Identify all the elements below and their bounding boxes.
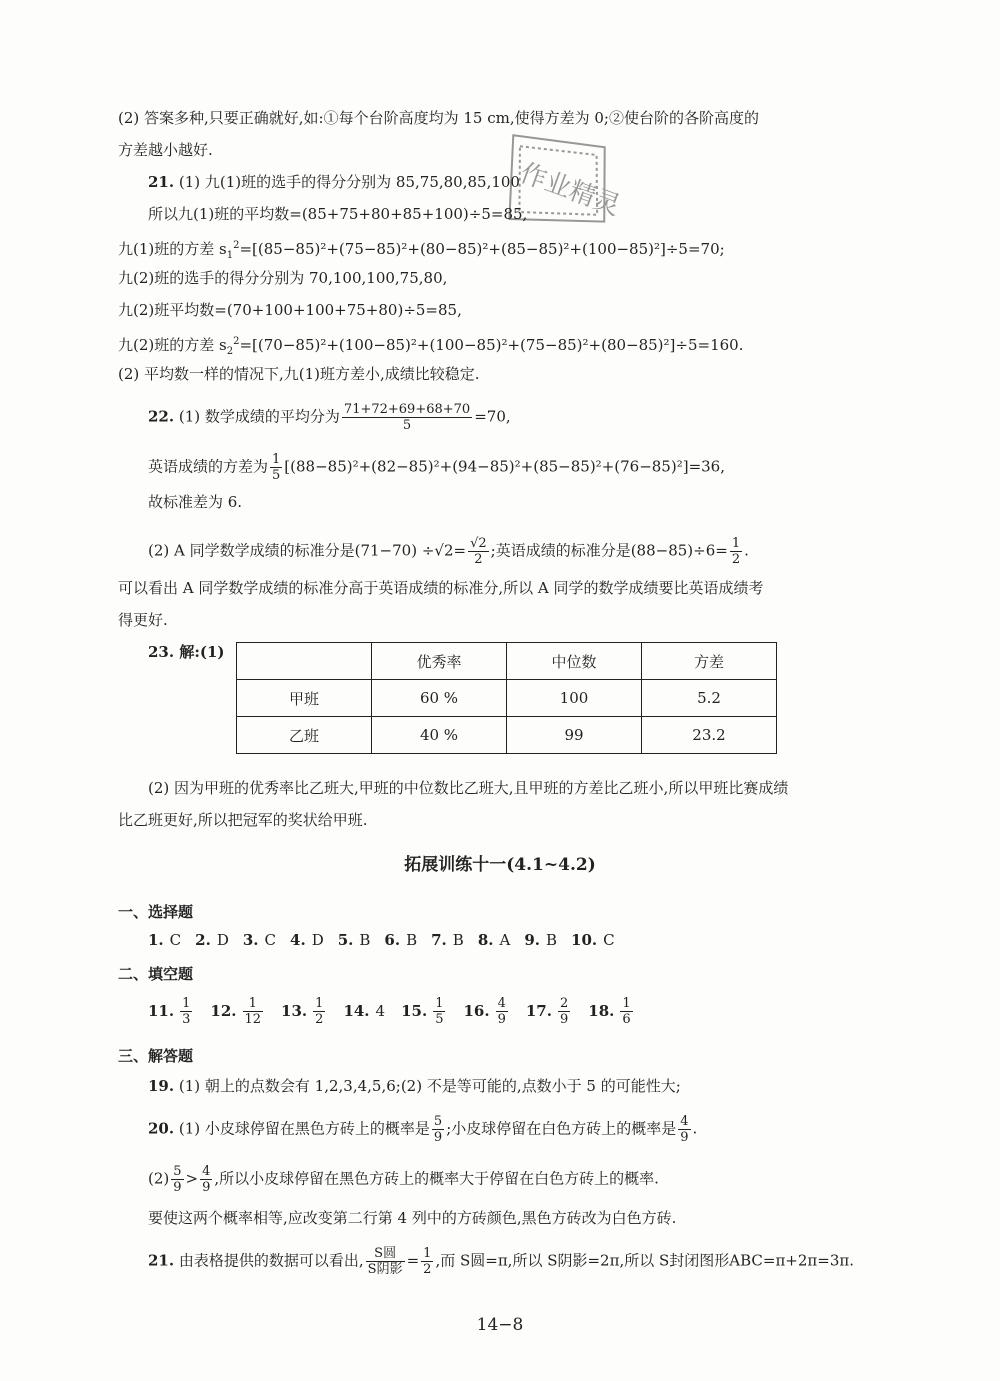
answer-value: C	[264, 931, 277, 949]
fraction-denominator: 12	[244, 1012, 262, 1027]
answer-number: 16.	[463, 1001, 490, 1020]
answer-number: 12.	[210, 1001, 237, 1020]
q22-mean-fraction	[342, 402, 472, 433]
table-cell: 40 %	[372, 717, 507, 754]
fill-answer-item	[588, 996, 634, 1027]
fraction-numerator: 1	[435, 996, 444, 1011]
fraction-numerator: 1	[423, 1246, 432, 1261]
q21-line3	[118, 236, 725, 266]
s19-number: 19.	[148, 1077, 175, 1095]
fraction-numerator: S圆	[366, 1246, 405, 1262]
q22-std-math-fraction	[468, 536, 489, 567]
answer-number: 8.	[477, 931, 494, 949]
answer-number: 3.	[242, 931, 259, 949]
fraction-numerator: 4	[202, 1164, 211, 1179]
answer-fraction	[313, 996, 325, 1027]
page-number: 14−8	[476, 1315, 524, 1335]
answer-value: C	[603, 931, 615, 949]
s20-period: .	[692, 1119, 698, 1138]
answer-number: 14.	[343, 1001, 370, 1020]
answer-number: 13.	[281, 1001, 308, 1020]
fraction-denominator: S阴影	[367, 1262, 403, 1277]
table-row	[237, 680, 777, 717]
q22-std-english-fraction	[730, 536, 742, 567]
q21-line2: 所以九(1)班的平均数=(85+75+80+85+100)÷5=85,	[148, 205, 528, 223]
answer-number: 17.	[525, 1001, 552, 1020]
fraction-denominator: 9	[173, 1180, 182, 1195]
s20b-gt: >	[185, 1169, 199, 1188]
s21-line	[148, 1246, 854, 1277]
fill-answers	[148, 996, 651, 1027]
q21-line4: 九(2)班的选手的得分分别为 70,100,100,75,80,	[118, 269, 448, 287]
fraction-numerator: 1	[243, 996, 264, 1012]
fraction-denominator: 9	[559, 1012, 569, 1027]
q22-std-math: (2) A 同学数学成绩的标准分是(71−70) ÷√2=	[148, 541, 467, 560]
fill-answer-item	[525, 996, 572, 1027]
q21-text-a: (1) 九(1)班的选手的得分分别为 85,75,80,85,100	[178, 173, 520, 191]
q21-s-sub1: 1	[226, 250, 234, 261]
choice-answer-item	[524, 931, 557, 949]
s21-text-a: 由表格提供的数据可以看出,	[178, 1251, 364, 1270]
fraction-denominator: 6	[622, 1012, 631, 1027]
q21-variance2-label: 九(2)班的方差 s	[118, 336, 227, 354]
para-q20-2-line1: (2) 答案多种,只要正确就好,如:①每个台阶高度均为 15 cm,使得方差为 0;②使台阶的各阶高度的	[118, 109, 759, 127]
q22-number: 22.	[148, 407, 175, 426]
answer-number: 7.	[431, 931, 447, 949]
fraction-numerator: 2	[559, 996, 569, 1011]
table-cell: 99	[507, 717, 642, 754]
fraction-numerator: 1	[622, 996, 631, 1011]
table-cell: 5.2	[642, 680, 777, 717]
q22-variance-label: 英语成绩的方差为	[148, 457, 269, 476]
answer-fraction	[558, 996, 570, 1027]
fraction-denominator: 3	[182, 1012, 191, 1027]
q22-line4	[148, 536, 749, 567]
s19-line	[148, 1076, 681, 1096]
s21-eq: =	[406, 1251, 420, 1270]
answer-value: D	[311, 931, 324, 949]
q22-line6: 得更好.	[118, 611, 168, 629]
table-header-cell	[237, 643, 372, 680]
q23-table	[236, 642, 777, 754]
answer-number: 9.	[524, 931, 541, 949]
answer-value: 4	[375, 1001, 386, 1020]
fill-answer-item	[281, 996, 327, 1027]
q21-line7: (2) 平均数一样的情况下,九(1)班方差小,成绩比较稳定.	[118, 365, 480, 383]
q21-s-sup2: 2	[233, 336, 240, 347]
choice-answer-item	[571, 931, 615, 949]
choice-answer-item	[431, 931, 464, 949]
answer-value: A	[499, 931, 511, 949]
para-q20-2-line2: 方差越小越好.	[118, 141, 213, 159]
answer-number: 18.	[588, 1001, 615, 1020]
fraction-denominator: 9	[680, 1130, 689, 1145]
table-header-cell: 优秀率	[372, 643, 507, 680]
s20b-fraction-2	[200, 1164, 212, 1195]
answer-number: 5.	[337, 931, 354, 949]
s21-text-b: ,而 S圆=π,所以 S阴影=2π,所以 S封闭图形ABC=π+2π=3π.	[435, 1251, 855, 1270]
fraction-numerator: 4	[680, 1114, 689, 1129]
s21-ratio-fraction	[366, 1246, 405, 1277]
s19-text: (1) 朝上的点数会有 1,2,3,4,5,6;(2) 不是等可能的,点数小于 5 的可能性大;	[178, 1077, 681, 1095]
q21-line6	[118, 332, 743, 362]
answer-fraction	[433, 996, 445, 1027]
heading-solve: 三、解答题	[118, 1047, 194, 1065]
fraction-denominator: 2	[423, 1262, 432, 1277]
q22-line1	[148, 402, 511, 433]
answer-number: 6.	[384, 931, 401, 949]
choice-answers	[148, 930, 629, 950]
s20-line1	[148, 1114, 697, 1145]
q21-line5: 九(2)班平均数=(70+100+100+75+80)÷5=85,	[118, 301, 462, 319]
answer-number: 2.	[195, 931, 211, 949]
answer-value: B	[546, 931, 558, 949]
q22-mean-result: =70,	[474, 407, 511, 426]
fraction-numerator: 71+72+69+68+70	[343, 402, 471, 417]
fraction-numerator: 1	[272, 452, 281, 467]
answer-number: 15.	[401, 1001, 428, 1020]
fraction-denominator: 2	[315, 1012, 324, 1027]
fraction-denominator: 5	[272, 468, 281, 483]
fraction-denominator: 9	[202, 1180, 211, 1195]
table-cell: 23.2	[642, 717, 777, 754]
fraction-numerator: 1	[182, 996, 191, 1011]
table-cell: 60 %	[372, 680, 507, 717]
answer-value: D	[216, 931, 229, 949]
table-header-row	[237, 643, 777, 680]
q21-variance2-expr: =[(70−85)²+(100−85)²+(100−85)²+(75−85)²+(80−85)²]÷5=160.	[239, 336, 744, 354]
table-cell: 100	[507, 680, 642, 717]
s20-text-b: ;小皮球停留在白色方砖上的概率是	[446, 1119, 677, 1138]
q21-line1	[148, 172, 520, 192]
q22-variance-fraction	[270, 452, 282, 483]
table-cell: 乙班	[237, 717, 372, 754]
answer-number: 11.	[148, 1001, 175, 1020]
q23-line3: 比乙班更好,所以把冠军的奖状给甲班.	[118, 811, 368, 829]
answer-value: C	[169, 931, 182, 949]
s20-number: 20.	[148, 1119, 175, 1138]
q21-number: 21.	[148, 173, 175, 191]
answer-fraction	[243, 996, 264, 1027]
fill-answer-item	[210, 996, 265, 1027]
s21-number: 21.	[148, 1251, 175, 1270]
heading-fill: 二、填空题	[118, 965, 194, 983]
fill-answer-item	[343, 1002, 385, 1020]
answer-fraction	[180, 996, 192, 1027]
s20b-text: ,所以小皮球停留在黑色方砖上的概率大于停留在白色方砖上的概率.	[214, 1169, 659, 1188]
heading-choice: 一、选择题	[118, 903, 194, 921]
fraction-denominator: 2	[731, 552, 741, 567]
s20-text-a: (1) 小皮球停留在黑色方砖上的概率是	[178, 1119, 430, 1138]
answer-value: B	[406, 931, 418, 949]
q21-s-sub2: 2	[226, 346, 234, 357]
answer-fraction	[496, 996, 508, 1027]
q21-s-sup1: 2	[233, 240, 240, 251]
q22-variance-expr: [(88−85)²+(82−85)²+(94−85)²+(85−85)²+(76−85)²]=36,	[284, 457, 725, 476]
answer-number: 4.	[290, 931, 306, 949]
fraction-numerator: 1	[315, 996, 324, 1011]
q21-variance1-label: 九(1)班的方差 s	[118, 240, 227, 258]
fill-answer-item	[463, 996, 509, 1027]
fraction-numerator: √2	[470, 536, 487, 551]
fraction-denominator: 9	[497, 1012, 506, 1027]
choice-answer-item	[148, 931, 181, 949]
answer-value: B	[359, 931, 371, 949]
s20-fraction-2	[678, 1114, 690, 1145]
answer-number: 1.	[148, 931, 164, 949]
s20b-label: (2)	[148, 1169, 170, 1188]
answer-fraction	[620, 996, 632, 1027]
q22-period: .	[744, 541, 749, 560]
svg-text:作业精灵: 作业精灵	[516, 158, 625, 222]
choice-answer-item	[478, 931, 511, 949]
answer-number: 10.	[571, 931, 598, 949]
choice-answer-item	[338, 931, 371, 949]
s20-fraction-1	[432, 1114, 444, 1145]
fraction-denominator: 5	[402, 418, 412, 433]
choice-answer-item	[195, 931, 229, 949]
table-cell: 甲班	[237, 680, 372, 717]
fraction-numerator: 1	[731, 536, 741, 551]
choice-answer-item	[384, 931, 417, 949]
fill-answer-item	[148, 996, 194, 1027]
fraction-denominator: 9	[433, 1130, 443, 1145]
q23-line2: (2) 因为甲班的优秀率比乙班大,甲班的中位数比乙班大,且甲班的方差比乙班小,所以甲班比赛成绩	[148, 779, 789, 797]
answer-value: B	[452, 931, 464, 949]
table-header-cell: 方差	[642, 643, 777, 680]
fraction-numerator: 5	[173, 1164, 182, 1179]
section-title: 拓展训练十一(4.1~4.2)	[404, 855, 596, 875]
choice-answer-item	[290, 931, 324, 949]
q22-line5: 可以看出 A 同学数学成绩的标准分高于英语成绩的标准分,所以 A 同学的数学成绩要比英语成绩考	[118, 579, 764, 597]
fraction-denominator: 2	[474, 552, 483, 567]
q21-variance1-expr: =[(85−85)²+(75−85)²+(80−85)²+(85−85)²+(100−85)²]÷5=70;	[239, 240, 725, 258]
fill-answer-item	[401, 996, 447, 1027]
table-row	[237, 717, 777, 754]
s20b-fraction-1	[171, 1164, 183, 1195]
table-header-cell: 中位数	[507, 643, 642, 680]
q23-label: 23. 解:(1)	[148, 643, 225, 661]
fraction-numerator: 4	[497, 996, 506, 1011]
q22-line3: 故标准差为 6.	[148, 493, 243, 511]
choice-answer-item	[243, 931, 276, 949]
fraction-denominator: 5	[435, 1012, 444, 1027]
s21-half-fraction	[421, 1246, 433, 1277]
q22-std-english: ;英语成绩的标准分是(88−85)÷6=	[490, 541, 728, 560]
q22-mean-label: (1) 数学成绩的平均分为	[178, 407, 340, 426]
fraction-numerator: 5	[433, 1114, 443, 1129]
s20-line3: 要使这两个概率相等,应改变第二行第 4 列中的方砖颜色,黑色方砖改为白色方砖.	[148, 1209, 677, 1227]
q22-line2	[148, 452, 725, 483]
s20-line2	[148, 1164, 659, 1195]
